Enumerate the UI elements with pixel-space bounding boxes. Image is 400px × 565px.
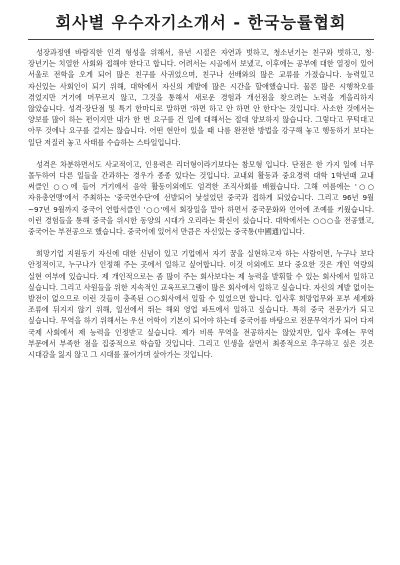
paragraph-motivation-aspiration: 희망기업 지원동기 자신에 대한 신념이 있고 기업에서 자기 꿈을 실현하고자 하는 사람이면, 누구나 보다 안정적이고, 누구나가 인정해 주는 곳에서 일하고 싶어합니다. 이것 이외에도 보다 중요한 것은 개인 역량의 실현 여부에 있습니다. 제 개인적으로는 좀 많이 주는 회사보다는 제 능력을 발휘할 수 있는 회사에서 일하고 싶습니다. 그리고 사원들을 위한 지속적인 교육프로그램이 많은 회사에서 일하고 싶습니다. 자신의 계발 없이는 발전이 없으므로 이런 것들이 충족된 ○○회사에서 일할 수 있었으면 합니다. 입사후 희망업무와 포부 세계화 조류에 뒤지지 않기 위해, 일선에서 뛰는 해외 영업 파트에서 일하고 싶습니다. 특히 중국 전문가가 되고 싶습니다. 무역을 하기 위해서는 우선 어학이 기본이 되어야 하는데 중국어를 바탕으로 전문무역가가 되어 다져 국제 사회에서 제 능력을 인정받고 싶습니다. 제가 비록 무역을 전공하지는 않았지만, 입사 후에는 무역 부문에서 부족한 점을 집중적으로 학습할 것입니다. 그리고 인생을 살면서 최종적으로 추구하고 싶은 것은 시대감을 잃지 않고 그 시대를 풀어가며 살아가는 것입니다. bbox=[28, 249, 374, 360]
paragraph-growth-personality: 성장과정엔 바람직한 인격 형성을 위해서, 유년 시절은 자연과 벗하고, 청소년기는 친구와 벗하고, 청·장년기는 치열한 사회와 접해야 한다고 합니다. 어려서는 시골에서 보냈고, 이후에는 공부에 대한 열정이 있어 서울로 전학을 오게 되어 많은 친구를 사귀었으며, 친구나 선배와의 많은 교류를 가졌습니다. 능력있고 자신있는 사회인이 되기 위해, 대학에서 자신의 계발에 많은 시간을 할애했습니다. 물론 많은 시행착오를 겪었지만 거기에 머무르지 않고, 그것을 통해서 새로운 경험과 개선점을 찾으려는 노력을 게을리하지 않았습니다. 성격·장단점 및 특기 한마디로 말하면 '하면 하고 안 하면 안 한다'는 것입니다. 사소한 것에서는 양보를 많이 하는 편이지만 내가 한 번 요구를 건 일에 대해서는 절대 양보하지 않습니다. 그렇다고 무턱대고 아무 것에나 요구를 걸지는 않습니다. 어떤 현안이 있을 때 나름 완전한 방법을 강구해 놓고 행동하기 보다는 일단 저질러 놓고 사태를 수습하는 스타일입니다. bbox=[28, 48, 374, 147]
document-title: 회사별 우수자기소개서 - 한국능률협회 bbox=[55, 13, 347, 32]
paragraph-character-activities: 성격은 차분하면서도 사교적이고, 인용력은 리더형이라기보다는 참모형 입니다. 단점은 한 가지 일에 너무 몰두하여 다른 일들을 간과하는 경우가 종종 있다는 것입니다. 교내외 활동과 중요경력 대학 1학년때 교내 써클인 ○○에 들어 거기에서 음악 활동이외에도 엄격한 조직사회를 배웠습니다. 그해 여름에는 '○○자유총연맹'에서 주최하는 '중국연수단'에 선발되어 낯설었던 중국과 접하게 되었습니다. 그리고 96년 9월~97년 9월까지 중국어 연합서클인 '○○'에서 회장일을 맡아 하면서 중국문화와 언어에 조예를 키웠습니다. 이런 경험들을 통해 중국을 위시한 동양의 시대가 오리라는 확신이 섰습니다. 대학에서는 ○○○을 전공했고, 중국어는 부전공으로 했습니다. 중국어에 있어서 만큼은 자신있는 중국통(中國通)입니다. bbox=[28, 159, 374, 237]
title-divider bbox=[28, 39, 374, 40]
